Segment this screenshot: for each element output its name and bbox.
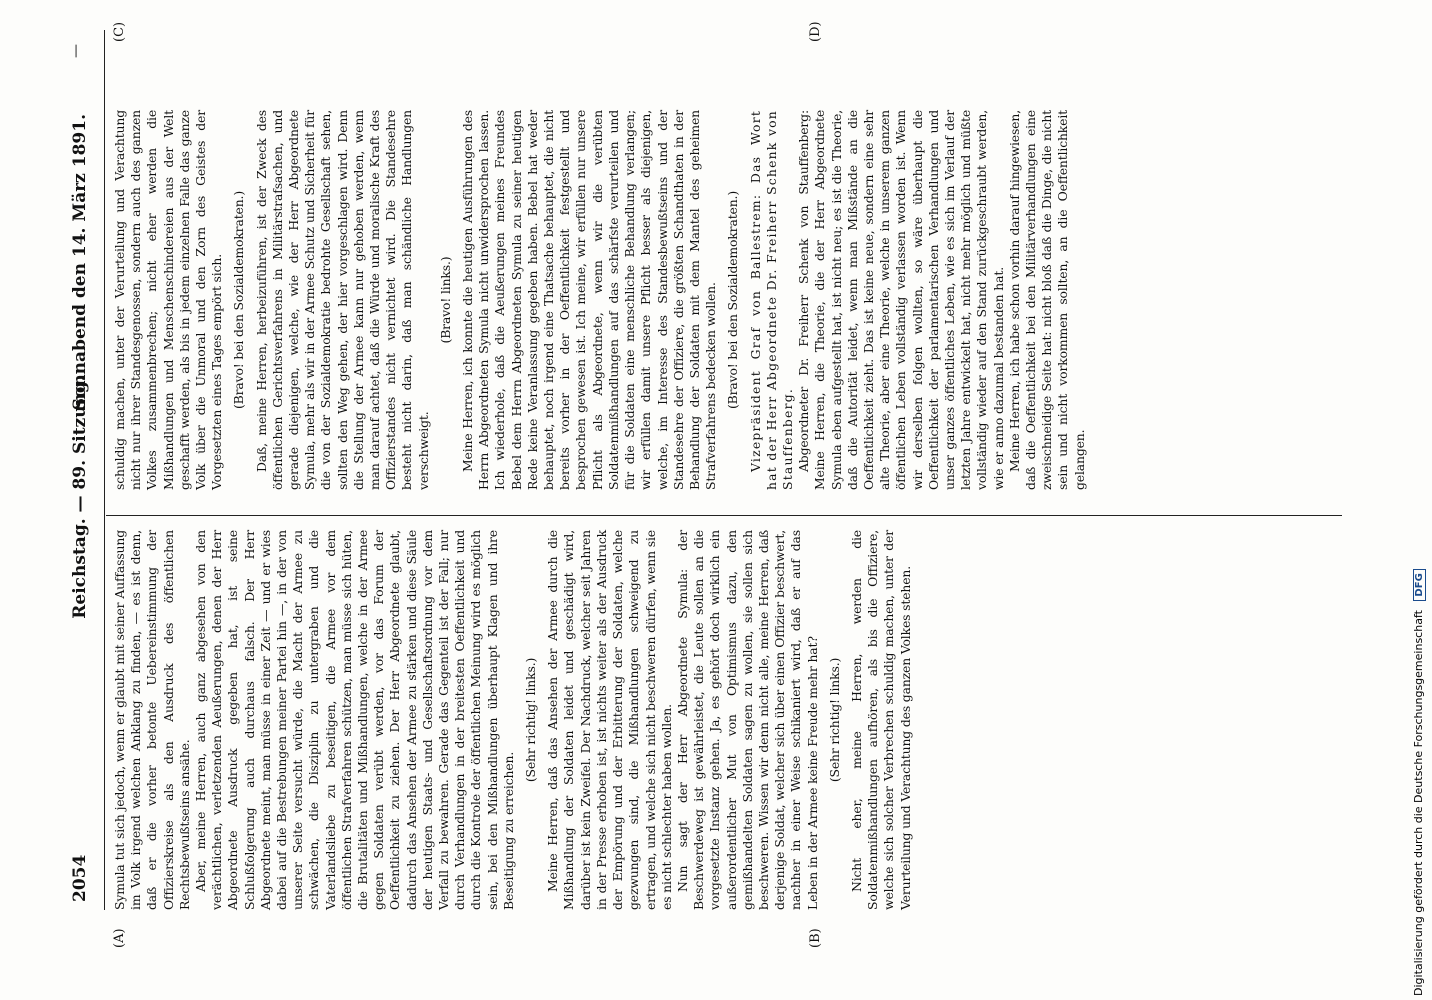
interjection: (Sehr richtig! links.) [826,657,842,783]
margin-mark-b: (B) [808,928,823,948]
margin-mark-d: (D) [808,21,823,42]
margin-mark-c: (C) [112,21,127,42]
left-text-column [112,530,914,910]
digitization-credit [1412,6,1426,996]
paragraph: Meine Herren, daß das Ansehen der Armee durch die Mißhandlung der Soldaten leidet und geschädigt wird, darüber ist kein Zweifel. Der Nachdruck, welcher seit Jahren in der Presse erhoben ist, ist nichts weiter als der Ausdruck der Empörung und der Erbitterung der Soldaten, welche gezwungen sind, die Mißhandlungen schweigend zu ertragen, und welche sich nicht beschweren dürfen, wenn sie es nicht schlechter haben wollen. [545,530,674,910]
right-text-column [112,110,1088,490]
interjection: (Bravo! bei den Sozialdemokraten.) [725,190,741,410]
page-date: Sonnabend den 14. März 1891. [70,114,90,411]
paragraph: Meine Herren, ich konnte die heutigen Ausführungen des Herrn Abgeordneten Symula nicht unwidersprochen lassen. Ich wiederhole, daß die Aeußerungen meines Freundes Bebel dem Herrn Abgeordneten Symula zu seiner heutigen Rede keine Veranlassung gegeben haben. Bebel hat weder behauptet, noch irgend eine Thatsache behauptet, die nicht bereits vorher in der Oeffentlichkeit festgestellt und besprochen gewesen ist. Ich meine, wir erfüllen nur unsere Pflicht als Abgeordnete, wenn wir die verübten Soldatenmißhandlungen auf das schärfste verurteilen und für die Soldaten eine menschliche Behandlung verlangen; wir erfüllen damit unsere Pflicht besser als diejenigen, welche, im Interesse des Standesbewußtseins und der Standesehre der Offiziere, die größten Schandthaten in der Behandlung der Soldaten mit dem Mantel des geheimen Strafverfahrens bedecken wollen. [460,110,719,490]
credit-text: Digitalisierung gefördert durch die Deutsche Forschungsgemeinschaft [1412,610,1425,996]
interjection: (Bravo! bei den Sozialdemokraten.) [231,190,247,410]
paragraph: Daß, meine Herren, herbeizuführen, ist der Zweck des öffentlichen Gerichtsverfahrens in Militärstrafsachen, und gerade diejenigen, welche, wie der Herr Abgeordnete Symula, mehr als wir in der Armee Schutz und Sicherheit für die von der Sozialdemokratie bedrohte Gesellschaft sehen, sollten den Weg gehen, der hier vorgeschlagen wird. Denn die Stellung der Armee kann nur gehoben werden, wenn man darauf achtet, daß die Würde und moralische Kraft des Offizierstandes nicht vernichtet wird. Die Standesehre besteht nicht darin, daß man schändliche Handlungen verschweigt. [253,110,431,490]
paragraph: Abgeordneter Dr. Freiherr Schenk von Stauffenberg: Meine Herren, die Theorie, die der Herr Abgeordnete Symula eben aufgestellt hat, ist nicht neu; es ist die Theorie, daß die Autorität leidet, wenn man Mißstände an die Oeffentlichkeit zieht. Das ist keine neue, sondern eine sehr alte Theorie, aber eine Theorie, welche in unserem ganzen öffentlichen Leben vollständig verlassen worden ist. Wenn wir derselben folgen wollten, so wäre überhaupt die Oeffentlichkeit der parlamentarischen Verhandlungen und unser ganzes öffentliches Leben, wie es sich im Verlauf der letzten Jahre entwickelt hat, nicht mehr möglich und müßte vollständig wieder auf den Stand zurückgeschraubt werden, wie er anno dazumal bestanden hat. [796,110,1006,490]
paragraph: Nicht eher, meine Herren, werden die Soldatenmißhandlungen aufhören, als bis die Offiziere, welche sich solcher Verbrechen schuldig machen, unter der Verurteilung und Verachtung des ganzen Volkes stehen. [848,530,913,910]
page-title: Reichstag. — 89. Sitzung. [70,375,90,619]
paragraph: Meine Herren, ich habe schon vorhin darauf hingewiesen, daß die Oeffentlichkeit bei den Militärverhandlungen eine zweischneidige Seite hat: nicht bloß daß die Dinge, die nicht sein und nicht vorkommen sollten, an die Oeffentlichkeit gelangen. [1006,110,1087,490]
paragraph: Symula tut sich jedoch, wenn er glaubt mit seiner Auffassung im Volk irgend welchen Anklang zu finden, — es ist denn, daß er die vorher betonte Uebereinstimmung der Offizierskreise als den Ausdruck des öffentlichen Rechtsbewußtseins ansähe. [112,530,192,910]
header-rule [104,30,105,910]
margin-mark-a: (A) [112,928,127,948]
paragraph: Aber, meine Herren, auch ganz abgesehen von den verächtlichen, verletzenden Aeußerungen, denen der Herr Abgeordnete Ausdruck gegeben hat, ist seine Schlußfolgerung auch durchaus falsch. Der Herr Abgeordnete meint, man müsse in einer Zeit — und er wies dabei auf die Bestrebungen meiner Partei hin —, in der von unserer Seite versucht würde, die Macht der Armee zu schwächen, die Disziplin zu untergraben und die Vaterlandsliebe zu beseitigen, die Armee vor dem öffentlichen Strafverfahren schützen, man müsse sich hüten, die Brutalitäten und Mißhandlungen, welche in der Armee gegen Soldaten verübt werden, vor das Forum der Oeffentlichkeit zu ziehen. Der Herr Abgeordnete glaubt, dadurch das Ansehen der Armee zu stärken und diese Säule der heutigen Staats- und Gesellschaftsordnung vor dem Verfall zu bewahren. Gerade das Gegenteil ist der Fall; nur durch Verhandlungen in der breitesten Oeffentlichkeit und durch die Kontrole der öffentlichen Meinung wird es möglich sein, bei den Mißhandlungen überhaupt Klagen und ihre Beseitigung zu erreichen. [193,530,516,910]
column-divider [106,515,1342,516]
paragraph: schuldig machen, unter der Verurteilung und Verachtung nicht nur ihrer Standesgenossen, sondern auch des ganzen Volkes zusammenbrechen; nicht eher werden die Mißhandlungen und Menschenschindereien aus der Welt geschafft werden, als bis in jedem einzelnen Falle das ganze Volk über die Unmoral und den Zorn des Geistes der Vorgesetzten eines Tages empört sich. [112,110,225,490]
dfg-logo: DFG [1413,569,1426,600]
paragraph: Nun sagt der Herr Abgeordnete Symula: der Beschwerdeweg ist gewährleistet, die Leute sollen an die vorgesetzte Instanz gehen. Ja, es gehört doch wirklich ein außerordentlicher Mut von Optimismus dazu, den gemißhandelten Soldaten sagen zu wollen, sie sollen sich beschweren. Wissen wir denn nicht alle, meine Herren, daß derjenige Soldat, welcher sich über einen Offizier beschwert, nachher in einer Weise schikaniert wird, daß er auf das Leben in der Armee keine Freude mehr hat? [674,530,820,910]
paragraph: Vizepräsident Graf von Ballestrem: Das Wort hat der Herr Abgeordnete Dr. Freiherr Schenk von Stauffenberg. [747,110,795,490]
header-corner-mark: — [68,44,84,58]
interjection: (Bravo! links.) [437,256,453,344]
interjection: (Sehr richtig! links.) [523,657,539,783]
page-number: 2054 [70,854,90,902]
page-header [66,40,100,954]
